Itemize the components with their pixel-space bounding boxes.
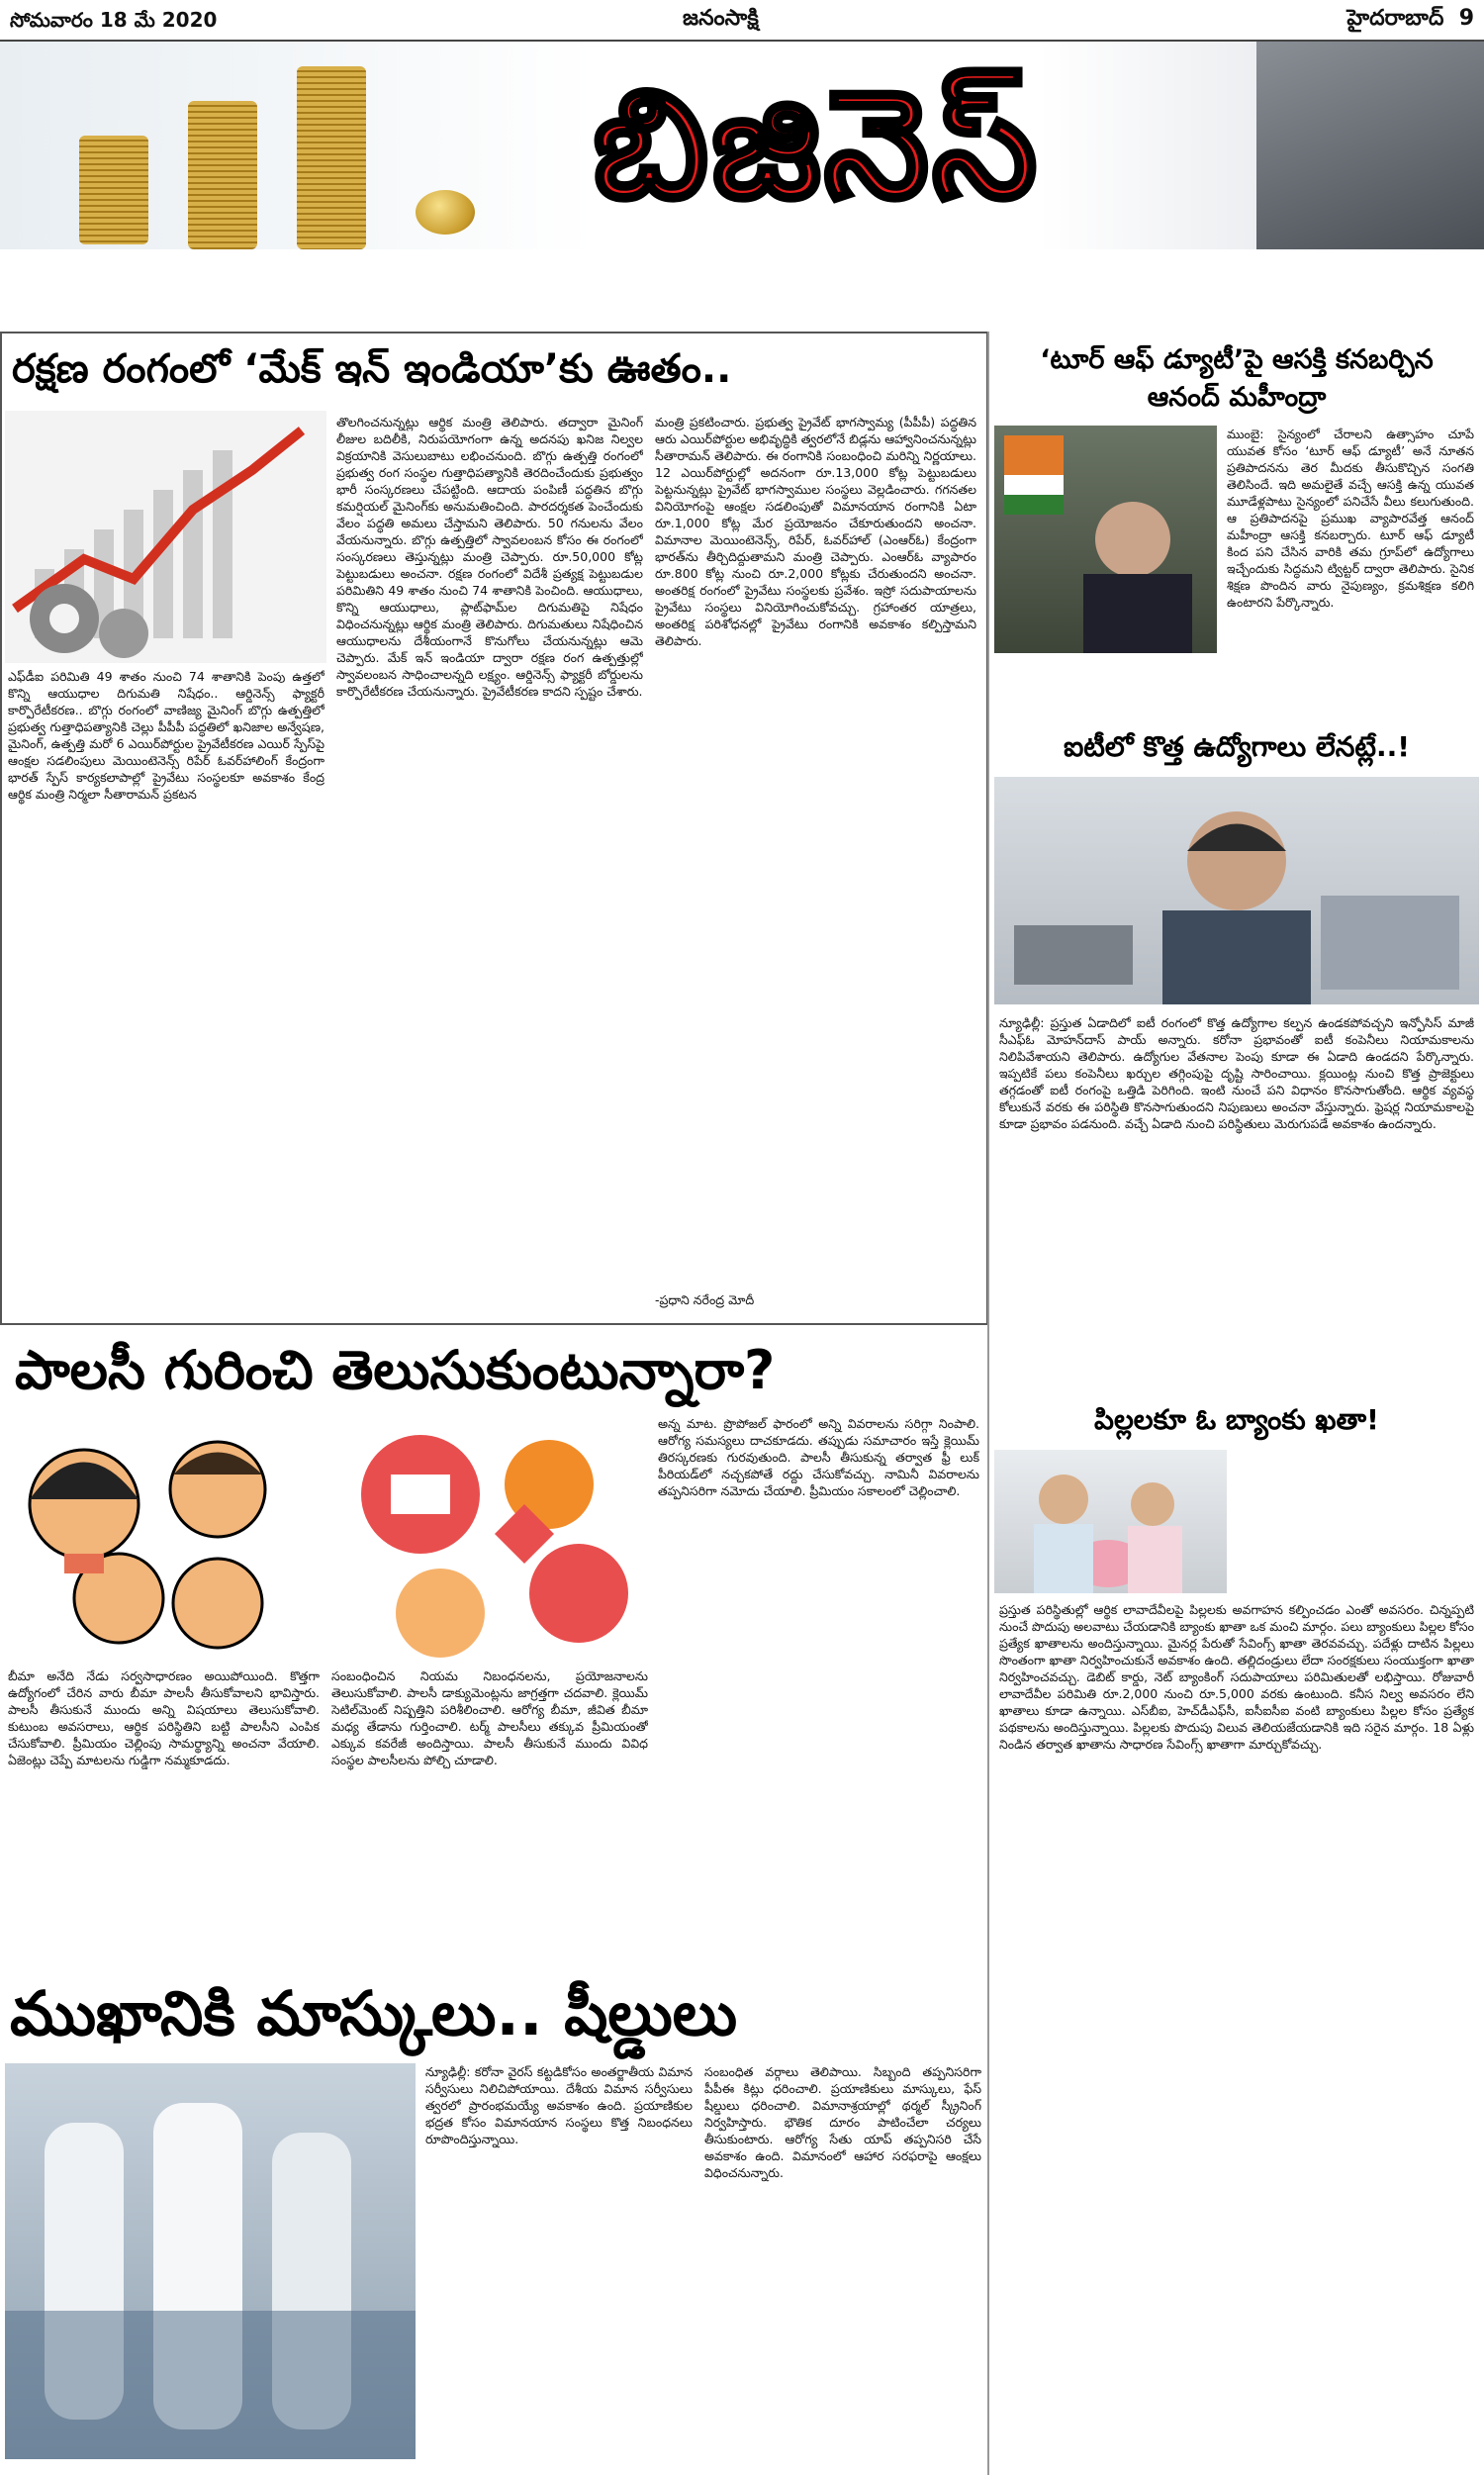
growth-chart-image <box>5 411 326 663</box>
stressed-it-employee-photo <box>994 777 1479 1004</box>
policy-story-column-3: అన్న మాట. ప్రొపోజల్ ఫారంలో అన్ని వివరాలను సరిగ్గా నింపాలి. ఆరోగ్య సమస్యలు దాచకూడదు. తప్పుడు సమాచారం ఇస్తే క్లెయిమ్ తిరస్కరణకు గురవుతుంది. పాలసీ తీసుకున్న తర్వాత ఫ్రీ లుక్ పీరియడ్‌లో నచ్చకపోతే రద్దు చేసుకోవచ్చు. నామినీ వివరాలను తప్పనిసరిగా నమోదు చేయాలి. ప్రీమియం సకాలంలో చెల్లించాలి. <box>658 1416 979 1498</box>
growth-chart-illustration <box>5 411 326 663</box>
insurance-icons-image <box>331 1415 648 1663</box>
side-story-2-body: న్యూఢిల్లీ: ప్రస్తుత ఏడాదిలో ఐటీ రంగంలో కొత్త ఉద్యోగాల కల్పన ఉండకపోవచ్చని ఇన్ఫోసిస్ మాజీ సీఎఫ్‌ఓ మోహన్‌దాస్ పాయ్ అన్నారు. కరోనా ప్రభావంతో ఐటీ కంపెనీలు నియామకాలను నిలిపివేశాయని తెలిపారు. ఉద్యోగుల వేతనాల పెంపు కూడా ఈ ఏడాది ఉండదని పేర్కొన్నారు. ఇప్పటికే పలు కంపెనీలు ఖర్చుల తగ్గింపుపై దృష్టి సారించాయి. క్లయింట్ల నుంచి కొత్త ప్రాజెక్టులు తగ్గడంతో ఐటీ రంగంపై ఒత్తిడి పెరిగింది. ఇంటి నుంచే పని విధానం కొనసాగుతోంది. ఆర్థిక వ్యవస్థ కోలుకునే వరకు ఈ పరిస్థితి కొనసాగుతుందని నిపుణులు అంచనా వేస్తున్నారు. ఫ్రెషర్ల నియామకాలపై కూడా ప్రభావం పడనుంది. వచ్చే ఏడాది నుంచి పరిస్థితులు మెరుగుపడే అవకాశం ఉందన్నారు. <box>999 1015 1474 1131</box>
person-portrait <box>994 426 1217 653</box>
section-title: బిజినెస్ <box>594 59 1041 232</box>
crew-in-ppe-illustration <box>5 2063 416 2459</box>
coin-stack-image <box>297 66 366 249</box>
main-story-column-1: ఎఫ్‌డీఐ పరిమితి 49 శాతం నుంచి 74 శాతానికి పెంపు ఉత్తలో కొన్ని ఆయుధాల దిగుమతి నిషేధం.. ఆర్డినెన్స్ ఫ్యాక్టరీ కార్పొరేటీకరణ.. బొగ్గు రంగంలో వాణిజ్య మైనింగ్ బొగ్గు ఉత్పత్తిలో ప్రభుత్వ గుత్తాధిపత్యానికి చెల్లు పీపీపీ పద్ధతిలో ఖనిజాల అన్వేషణ, మైనింగ్, ఉత్పత్తి మరో 6 ఎయిర్‌పోర్టుల ప్రైవేటీకరణ ఎయిర్ స్పేస్‌పై ఆంక్షల సడలింపులు మెయింటెనెన్స్ రిపేర్ ఓవర్‌హాలింగ్ కేంద్రంగా భారత్ స్పేస్ కార్యకలాపాల్లో ప్రైవేటు సంస్థలకూ అవకాశం కేంద్ర ఆర్థిక మంత్రి నిర్మలా సీతారామన్ ప్రకటన <box>8 669 325 802</box>
masks-story-column-1: న్యూఢిల్లీ: కరోనా వైరస్ కట్టడికోసం అంతర్జాతీయ విమాన సర్వీసులు నిలిచిపోయాయి. దేశీయ విమాన సర్వీసులు త్వరలో ప్రారంభమయ్యే అవకాశం ఉంది. ప్రయాణికుల భద్రత కోసం విమానయాన సంస్థలు కొత్త నిబంధనలు రూపొందిస్తున్నాయి. <box>425 2064 693 2146</box>
coin-image <box>416 190 475 235</box>
masks-story-column-2: సంబంధిత వర్గాలు తెలిపాయి. సిబ్బంది తప్పనిసరిగా పీపీఈ కిట్లు ధరించాలి. ప్రయాణికులు మాస్కులు, ఫేస్ షీల్డులు ధరించాలి. విమానాశ్రయాల్లో థర్మల్ స్క్రీనింగ్ నిర్వహిస్తారు. భౌతిక దూరం పాటించేలా చర్యలు తీసుకుంటారు. ఆరోగ్య సేతు యాప్ తప్పనిసరి చేసే అవకాశం ఉంది. విమానంలో ఆహార సరఫరాపై ఆంక్షలు విధించనున్నారు. <box>704 2064 981 2180</box>
family-cartoon-image <box>5 1415 322 1663</box>
anand-mahindra-photo <box>994 426 1217 653</box>
side-story-3-headline: పిల్లలకూ ఓ బ్యాంకు ఖతా! <box>1094 1403 1379 1436</box>
coin-stack-image <box>79 136 148 244</box>
main-story-signoff: -ప్రధాని నరేంద్ర మోదీ <box>655 1292 755 1307</box>
newspaper-logo: జనంసాక్షి <box>683 6 759 31</box>
main-story-column-3: మంత్రి ప్రకటించారు. ప్రభుత్వ ప్రైవేట్ భాగస్వామ్య (పీపీపీ) పద్ధతిన ఆరు ఎయిర్‌పోర్టుల అభివృద్ధికి త్వరలోనే బిడ్లను ఆహ్వానించనున్నట్లు సీతారామన్ తెలిపారు. ఈ రంగానికి సంబంధించి మరిన్ని నిర్ణయాలు. 12 ఎయిర్‌పోర్టుల్లో అదనంగా రూ.13,000 కోట్ల పెట్టుబడులు పెట్టనున్నట్లు ప్రైవేట్ భాగస్వాముల సంస్థలు వెల్లడించారు. గగనతల వినియోగంపై ఆంక్షల సడలింపుతో విమానయాన రంగానికి ఏటా రూ.1,000 కోట్ల మేర ప్రయోజనం చేకూరుతుందని అంచనా. విమానాల మెయింటెనెన్స్, రిపేర్, ఓవర్‌హాల్ (ఎంఆర్‌ఓ) కేంద్రంగా భారత్‌ను తీర్చిదిద్దుతామని మంత్రి చెప్పారు. ఎంఆర్‌ఓ వ్యాపారం రూ.800 కోట్ల నుంచి రూ.2,000 కోట్లకు చేరుతుందని అంచనా. అంతరిక్ష రంగంలో ప్రైవేటు సంస్థలకు ప్రవేశం. ఇస్రో సదుపాయాలను ప్రైవేటు సంస్థలు వినియోగించుకోవచ్చు. గ్రహాంతర యాత్రలు, అంతరిక్ష పరిశోధనల్లో ప్రైవేటు రంగానికి అవకాశం కల్పిస్తామని తెలిపారు. <box>655 415 976 648</box>
masthead-bar <box>0 0 1484 42</box>
policy-story-headline: పాలసీ గురించి తెలుసుకుంటున్నారా? <box>15 1339 776 1401</box>
edition-city: హైదరాబాద్ 9 <box>1346 6 1474 31</box>
business-banner <box>0 42 1484 249</box>
children-saving-illustration <box>994 1450 1227 1593</box>
page-number: 9 <box>1458 6 1474 31</box>
stock-exchange-bull-image <box>1256 42 1484 249</box>
issue-date: సోమవారం 18 మే 2020 <box>10 8 218 32</box>
side-story-1-body: ముంబై: సైన్యంలో చేరాలని ఉత్సాహం చూపే యువత కోసం ‘టూర్ ఆఫ్ డ్యూటీ’ అనే నూతన ప్రతిపాదనను తెర మీదకు తీసుకొచ్చిన సంగతి తెలిసిందే. ఇది అమలైతే వచ్చే ఆసక్తి ఉన్న యువత మూడేళ్లపాటు సైన్యంలో పనిచేసే వీలు కలుగుతుంది. ఆ ప్రతిపాదనపై ప్రముఖ వ్యాపారవేత్త ఆనంద్ మహీంద్రా ఆసక్తి కనబర్చారు. టూర్ ఆఫ్ డ్యూటీ కింద పని చేసిన వారికి తమ గ్రూప్‌లో ఉద్యోగాలు ఇచ్చేందుకు సిద్ధమని ట్విట్టర్ ద్వారా తెలిపారు. సైనిక శిక్షణ పొందిన వారు నైపుణ్యం, క్రమశిక్షణ కలిగి ఉంటారని పేర్కొన్నారు. <box>1227 427 1474 610</box>
family-illustration <box>5 1415 322 1663</box>
main-story-headline: రక్షణ రంగంలో ‘మేక్ ఇన్ ఇండియా’కు ఊతం.. <box>12 346 732 392</box>
insurance-icons-illustration <box>331 1415 648 1663</box>
main-story-column-2: తొలగించనున్నట్లు ఆర్థిక మంత్రి తెలిపారు. తద్వారా మైనింగ్ లీజుల బదిలీకి, నిరుపయోగంగా ఉన్న అదనపు ఖనిజ నిల్వల విక్రయానికి వెసులుబాటు లభించనుంది. బొగ్గు ఉత్పత్తి రంగంలో ప్రభుత్వ రంగ సంస్థల గుత్తాధిపత్యానికి తెరదించేందుకు ప్రభుత్వం భారీ సంస్కరణలు చేపట్టింది. ఆదాయ పంపిణీ పద్ధతిన బొగ్గు కమర్షియల్ మైనింగ్‌కు అనుమతించింది. పారదర్శకత పెంచేందుకు వేలం పద్ధతి అమలు చేస్తామని తెలిపారు. 50 గనులను వేలం వేయనున్నారు. బొగ్గు ఉత్పత్తిలో స్వావలంబన కోసం ఈ రంగంలో సంస్కరణలు తెస్తున్నట్లు మంత్రి చెప్పారు. రూ.50,000 కోట్ల పెట్టుబడులు అంచనా. రక్షణ రంగంలో విదేశీ ప్రత్యక్ష పెట్టుబడుల పరిమితిని 49 శాతం నుంచి 74 శాతానికి పెంచింది. ఆయుధాలు, కొన్ని ఆయుధాలు, ప్లాట్‌ఫామ్‌ల దిగుమతిపై నిషేధం విధించనున్నట్లు ఆర్థిక మంత్రి తెలిపారు. దిగుమతులు నిషేధించిన ఆయుధాలను దేశీయంగానే కొనుగోలు చేయనున్నట్లు ఆమె చెప్పారు. మేక్ ఇన్ ఇండియా ద్వారా రక్షణ రంగ ఉత్పత్తుల్లో స్వావలంబన సాధించాలన్నది లక్ష్యం. ఆర్డినెన్స్ ఫ్యాక్టరీ బోర్డులను కార్పొరేటీకరణ చేయనున్నారు. ప్రైవేటీకరణ కాదని స్పష్టం చేశారు. <box>336 415 643 699</box>
side-story-1-headline: ‘టూర్ ఆఫ్ డ్యూటీ’పై ఆసక్తి కనబర్చిన ఆనంద్ మహీంద్రా <box>1040 344 1434 413</box>
man-at-laptop-illustration <box>994 777 1479 1004</box>
masks-story-headline: ముఖానికి మాస్కులు.. షీల్డులు <box>10 1977 738 2049</box>
side-story-2-headline: ఐటీలో కొత్త ఉద్యోగాలు లేనట్లే..! <box>1063 730 1411 763</box>
coin-stack-image <box>188 101 257 249</box>
policy-story-column-1: బీమా అనేది నేడు సర్వసాధారణం అయిపోయింది. కొత్తగా ఉద్యోగంలో చేరిన వారు బీమా పాలసీ తీసుకోవాలని భావిస్తారు. పాలసీ తీసుకునే ముందు అన్ని విషయాలు తెలుసుకోవాలి. కుటుంబ అవసరాలు, ఆర్థిక పరిస్థితిని బట్టి పాలసీని ఎంపిక చేసుకోవాలి. ప్రీమియం చెల్లింపు సామర్థ్యాన్ని అంచనా వేయాలి. ఏజెంట్లు చెప్పే మాటలను గుడ్డిగా నమ్మకూడదు. <box>8 1668 320 1767</box>
kids-piggy-bank-photo <box>994 1450 1227 1593</box>
side-story-3-body: ప్రస్తుత పరిస్థితుల్లో ఆర్థిక లావాదేవీలపై పిల్లలకు అవగాహన కల్పించడం ఎంతో అవసరం. చిన్నప్పటి నుంచే పొదుపు అలవాటు చేయడానికి బ్యాంకు ఖాతా ఒక మంచి మార్గం. పలు బ్యాంకులు పిల్లల కోసం ప్రత్యేక ఖాతాలను అందిస్తున్నాయి. మైనర్ల పేరుతో సేవింగ్స్ ఖాతా తెరవవచ్చు. పదేళ్లు దాటిన పిల్లలు సొంతంగా ఖాతా నిర్వహించుకునే అవకాశం ఉంది. తల్లిదండ్రులు లేదా సంరక్షకులు సంయుక్తంగా ఖాతా నిర్వహించవచ్చు. డెబిట్ కార్డు, నెట్ బ్యాంకింగ్ సదుపాయాలు పరిమితులతో లభిస్తాయి. రోజువారీ లావాదేవీల పరిమితి రూ.2,000 నుంచి రూ.5,000 వరకు ఉంటుంది. కనీస నిల్వ అవసరం లేని ఖాతాలు కూడా ఉన్నాయి. ఎస్‌బీఐ, హెచ్‌డీఎఫ్‌సీ, ఐసీఐసీఐ వంటి బ్యాంకులు పిల్లల కోసం ప్రత్యేక పథకాలను అందిస్తున్నాయి. పిల్లలకు పొదుపు విలువ తెలియజేయడానికి ఇది సరైన మార్గం. 18 ఏళ్లు నిండిన తర్వాత ఖాతాను సాధారణ సేవింగ్స్ ఖాతాగా మార్చుకోవచ్చు. <box>999 1602 1474 1752</box>
airline-crew-ppe-photo <box>5 2063 416 2459</box>
policy-story-column-2: సంబంధించిన నియమ నిబంధనలను, ప్రయోజనాలను తెలుసుకోవాలి. పాలసీ డాక్యుమెంట్లను జాగ్రత్తగా చదవాలి. క్లెయిమ్ సెటిల్‌మెంట్ నిష్పత్తిని పరిశీలించాలి. ఆరోగ్య బీమా, జీవిత బీమా మధ్య తేడాను గుర్తించాలి. టర్మ్ పాలసీలు తక్కువ ప్రీమియంతో ఎక్కువ కవరేజీ అందిస్తాయి. పాలసీ తీసుకునే ముందు వివిధ సంస్థల పాలసీలను పోల్చి చూడాలి. <box>331 1668 648 1767</box>
